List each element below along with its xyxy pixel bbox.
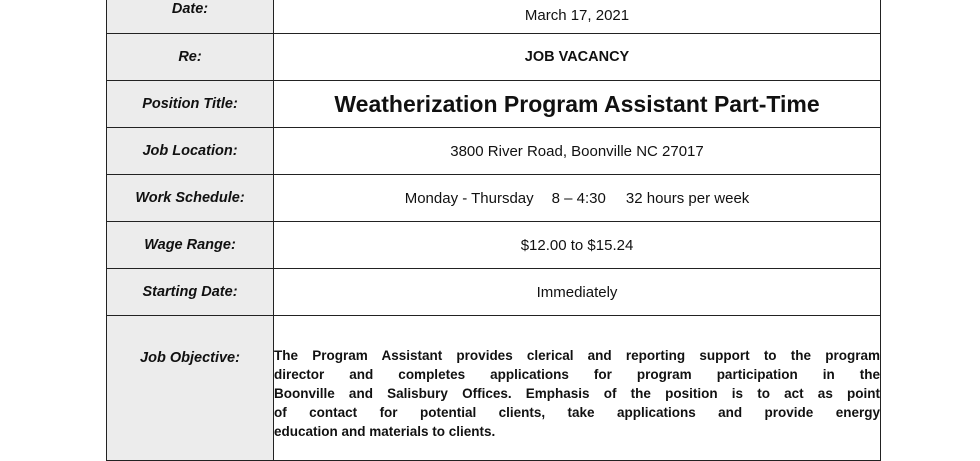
row-starting-date: [107, 269, 881, 316]
objective-line: Boonville and Salisbury Offices. Emphasis of the position is to act as point: [274, 385, 880, 401]
starting-date-value: Immediately: [274, 269, 881, 316]
re-value: JOB VACANCY: [274, 34, 881, 81]
objective-line: The Program Assistant provides clerical and reporting support to the program: [274, 347, 880, 363]
wage-range-label: Wage Range:: [107, 222, 274, 269]
date-value: March 17, 2021: [524, 6, 630, 24]
row-re: [107, 34, 881, 81]
row-job-objective: [107, 316, 881, 461]
job-location-label: Job Location:: [107, 128, 274, 175]
work-schedule-label: Work Schedule:: [107, 175, 274, 222]
job-vacancy-table: [106, 0, 881, 461]
job-objective-label: Job Objective:: [107, 316, 274, 461]
wage-range-value: $12.00 to $15.24: [274, 222, 881, 269]
starting-date-label: Starting Date:: [107, 269, 274, 316]
schedule-hours: 8 – 4:30: [551, 189, 606, 207]
schedule-days: Monday - Thursday: [404, 189, 534, 207]
job-objective-text: [274, 316, 881, 461]
schedule-weekly-hours: 32 hours per week: [625, 189, 750, 207]
objective-line: education and materials to clients.: [274, 423, 496, 439]
position-title-label: Position Title:: [107, 81, 274, 128]
date-value-cell: [274, 0, 881, 34]
position-title-value: Weatherization Program Assistant Part-Time: [274, 81, 881, 128]
row-wage-range: [107, 222, 881, 269]
re-label: Re:: [107, 34, 274, 81]
row-job-location: [107, 128, 881, 175]
job-location-value: 3800 River Road, Boonville NC 27017: [274, 128, 881, 175]
work-schedule-value: [274, 175, 881, 222]
objective-line: director and completes applications for program participation in the: [274, 366, 880, 382]
row-date: [107, 0, 881, 34]
row-position-title: [107, 81, 881, 128]
date-label: Date:: [107, 0, 274, 34]
objective-line: of contact for potential clients, take applications and provide energy: [274, 404, 880, 420]
row-work-schedule: [107, 175, 881, 222]
